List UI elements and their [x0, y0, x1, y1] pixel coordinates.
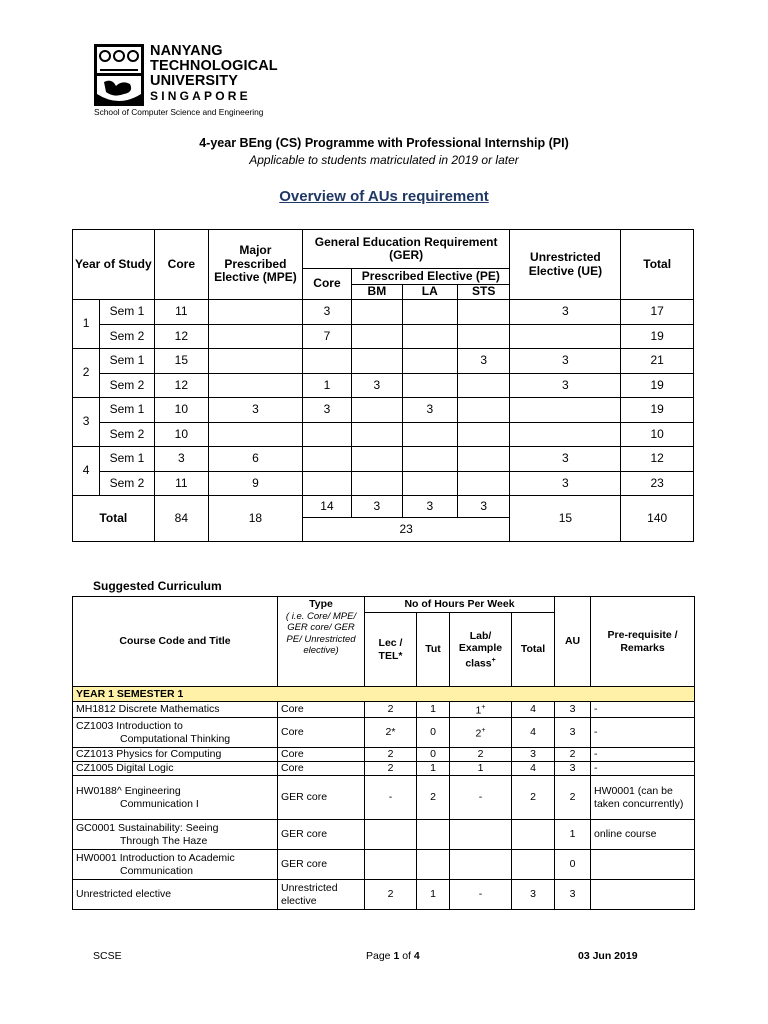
total-hours-cell: 4: [512, 718, 555, 748]
course-title-line1: MH1812 Discrete Mathematics: [76, 703, 220, 716]
course-type-cell: Core: [278, 702, 365, 718]
ger-core-cell: 3: [302, 300, 351, 325]
au-row: [73, 471, 694, 496]
lec-cell: 2*: [365, 718, 417, 748]
ue-cell: 3: [510, 300, 621, 325]
ue-cell: 3: [510, 447, 621, 472]
lab-value: 2: [477, 748, 484, 761]
tut-cell: 2: [417, 776, 450, 820]
university-line-4: SINGAPORE: [150, 89, 251, 103]
mpe-cell: [209, 324, 303, 349]
au-cell: 0: [555, 850, 591, 880]
total-ger-core: 14: [302, 496, 351, 518]
course-type-cell: GER core: [278, 850, 365, 880]
lab-cell: [450, 880, 512, 910]
year-cell: 1: [73, 300, 100, 349]
course-row: [73, 718, 695, 748]
course-row: [73, 702, 695, 718]
tut-cell: 0: [417, 748, 450, 762]
programme-subtitle: Applicable to students matriculated in 2019 or later: [249, 153, 519, 167]
header-lab: [450, 613, 512, 687]
remarks-cell: [591, 850, 695, 880]
tut-cell: [417, 820, 450, 850]
ue-cell: [510, 398, 621, 423]
total-mpe: 18: [209, 496, 303, 542]
year-cell: 3: [73, 398, 100, 447]
tut-cell: 1: [417, 880, 450, 910]
sem-cell: Sem 1: [100, 398, 154, 423]
total-ger-sum: 23: [302, 518, 510, 542]
total-la: 3: [402, 496, 457, 518]
la-cell: [402, 373, 457, 398]
ue-cell: 3: [510, 373, 621, 398]
course-title-cell: [73, 702, 278, 718]
ue-cell: 3: [510, 471, 621, 496]
total-ue: 15: [510, 496, 621, 542]
lec-cell: 2: [365, 702, 417, 718]
university-line-3: UNIVERSITY: [150, 73, 239, 89]
core-cell: 15: [154, 349, 208, 374]
total-cell: 19: [621, 398, 694, 423]
total-cell: 19: [621, 373, 694, 398]
course-title-cell: [73, 820, 278, 850]
remarks-cell: [591, 880, 695, 910]
ger-core-cell: [302, 422, 351, 447]
header-lab-text: Lab/ Example class: [458, 629, 503, 669]
lec-cell: 2: [365, 762, 417, 776]
suggested-curriculum-title: Suggested Curriculum: [93, 579, 222, 593]
au-row: [73, 447, 694, 472]
total-sts: 3: [458, 496, 510, 518]
sem-cell: Sem 2: [100, 422, 154, 447]
ue-cell: [510, 324, 621, 349]
lec-cell: -: [365, 776, 417, 820]
sem-cell: Sem 1: [100, 300, 154, 325]
lec-cell: [365, 820, 417, 850]
footer-page-word: Page: [366, 950, 391, 962]
ue-cell: 3: [510, 349, 621, 374]
au-row: [73, 324, 694, 349]
lab-value: -: [478, 888, 483, 901]
la-cell: [402, 349, 457, 374]
au-row: [73, 422, 694, 447]
sem-cell: Sem 2: [100, 373, 154, 398]
header-prereq: Pre-requisite / Remarks: [591, 597, 695, 687]
course-type-cell: Core: [278, 718, 365, 748]
mpe-cell: 6: [209, 447, 303, 472]
ger-core-cell: 1: [302, 373, 351, 398]
header-la: LA: [402, 285, 457, 300]
header-type-note: ( i.e. Core/ MPE/ GER core/ GER PE/ Unrestricted elective): [285, 610, 357, 656]
lab-value: 1: [475, 704, 482, 717]
course-title-cell: [73, 748, 278, 762]
header-type: Type: [309, 598, 333, 610]
course-type-cell: Core: [278, 762, 365, 776]
footer-page-of: of: [402, 950, 411, 962]
sts-cell: [458, 447, 510, 472]
total-label: Total: [73, 496, 155, 542]
course-row: [73, 820, 695, 850]
lab-sup: +: [481, 704, 486, 711]
la-cell: [402, 447, 457, 472]
total-cell: 23: [621, 471, 694, 496]
sem-cell: Sem 1: [100, 447, 154, 472]
au-row: [73, 373, 694, 398]
la-cell: 3: [402, 398, 457, 423]
mpe-cell: [209, 349, 303, 374]
tut-cell: [417, 850, 450, 880]
course-title-line1: HW0001 Introduction to Academic: [76, 852, 235, 864]
bm-cell: [352, 349, 402, 374]
programme-title: 4-year BEng (CS) Programme with Professional Internship (PI): [199, 136, 569, 150]
core-cell: 11: [154, 300, 208, 325]
au-row: [73, 349, 694, 374]
curriculum-table: [72, 596, 695, 910]
au-cell: 3: [555, 718, 591, 748]
ger-core-cell: [302, 471, 351, 496]
lab-cell: [450, 776, 512, 820]
remarks-cell: HW0001 (can be taken concurrently): [591, 776, 695, 820]
tut-cell: 1: [417, 702, 450, 718]
header-hours: No of Hours Per Week: [365, 597, 555, 613]
semester-label: YEAR 1 SEMESTER 1: [73, 687, 695, 702]
remarks-cell: -: [591, 748, 695, 762]
course-title-line1: CZ1013 Physics for Computing: [76, 748, 222, 761]
remarks-cell: -: [591, 702, 695, 718]
course-title-line1: GC0001 Sustainability: Seeing: [76, 822, 219, 834]
mpe-cell: [209, 300, 303, 325]
core-cell: 11: [154, 471, 208, 496]
remarks-cell: -: [591, 718, 695, 748]
school-name: School of Computer Science and Engineering: [94, 107, 264, 117]
remarks-cell: -: [591, 762, 695, 776]
au-requirement-table: [72, 229, 694, 542]
header-total-hours: Total: [512, 613, 555, 687]
total-hours-cell: 4: [512, 762, 555, 776]
lab-value: 1: [477, 762, 484, 775]
course-title-line1: CZ1005 Digital Logic: [76, 762, 174, 775]
course-row: [73, 880, 695, 910]
lab-cell: [450, 718, 512, 748]
au-cell: 2: [555, 776, 591, 820]
footer-page-current: 1: [393, 950, 400, 962]
tut-cell: 1: [417, 762, 450, 776]
lec-cell: 2: [365, 748, 417, 762]
footer-date: 03 Jun 2019: [578, 950, 638, 962]
course-title-cell: [73, 880, 278, 910]
header-ger-core: Core: [302, 269, 351, 300]
course-title-line2: Through The Haze: [120, 834, 208, 847]
university-logo: [94, 44, 284, 120]
total-cell: 10: [621, 422, 694, 447]
header-type-cell: [278, 597, 365, 687]
total-hours-cell: 3: [512, 880, 555, 910]
au-row: [73, 398, 694, 423]
lab-cell: [450, 850, 512, 880]
total-core: 84: [154, 496, 208, 542]
remarks-cell: online course: [591, 820, 695, 850]
sem-cell: Sem 2: [100, 471, 154, 496]
total-hours-cell: [512, 820, 555, 850]
course-row: [73, 850, 695, 880]
bm-cell: [352, 471, 402, 496]
lab-cell: [450, 748, 512, 762]
au-row: [73, 300, 694, 325]
course-title-line2: Computational Thinking: [120, 732, 231, 745]
crest-icon: [94, 44, 144, 106]
university-line-2: TECHNOLOGICAL: [150, 58, 278, 74]
year-cell: 2: [73, 349, 100, 398]
mpe-cell: [209, 422, 303, 447]
course-row: [73, 762, 695, 776]
header-year-of-study: Year of Study: [73, 230, 155, 300]
la-cell: [402, 422, 457, 447]
au-cell: 3: [555, 880, 591, 910]
course-title-line1: Unrestricted elective: [76, 888, 172, 901]
ger-core-cell: 3: [302, 398, 351, 423]
la-cell: [402, 471, 457, 496]
lab-sup: +: [481, 727, 486, 734]
bm-cell: [352, 398, 402, 423]
sts-cell: [458, 373, 510, 398]
mpe-cell: [209, 373, 303, 398]
bm-cell: 3: [352, 373, 402, 398]
header-lec: Lec / TEL*: [365, 613, 417, 687]
course-type-cell: Unrestricted elective: [278, 880, 365, 910]
la-cell: [402, 300, 457, 325]
course-type-cell: GER core: [278, 820, 365, 850]
ger-core-cell: [302, 447, 351, 472]
sts-cell: [458, 471, 510, 496]
course-title-cell: [73, 762, 278, 776]
footer-page: [366, 950, 420, 962]
lab-cell: [450, 762, 512, 776]
total-hours-cell: 2: [512, 776, 555, 820]
course-title-line2: Communication I: [120, 797, 199, 810]
course-title-line1: CZ1003 Introduction to: [76, 720, 183, 732]
core-cell: 12: [154, 324, 208, 349]
header-core: Core: [154, 230, 208, 300]
bm-cell: [352, 422, 402, 447]
course-row: [73, 776, 695, 820]
course-type-cell: Core: [278, 748, 365, 762]
lec-cell: 2: [365, 880, 417, 910]
lab-cell: [450, 820, 512, 850]
course-title-cell: [73, 718, 278, 748]
au-cell: 1: [555, 820, 591, 850]
ger-core-cell: 7: [302, 324, 351, 349]
au-cell: 2: [555, 748, 591, 762]
core-cell: 10: [154, 422, 208, 447]
ue-cell: [510, 422, 621, 447]
bm-cell: [352, 324, 402, 349]
sts-cell: [458, 324, 510, 349]
tut-cell: 0: [417, 718, 450, 748]
au-cell: 3: [555, 702, 591, 718]
header-mpe: Major Prescribed Elective (MPE): [209, 230, 303, 300]
total-cell: 19: [621, 324, 694, 349]
header-ger: General Education Requirement (GER): [302, 230, 510, 269]
header-bm: BM: [352, 285, 402, 300]
lab-cell: [450, 702, 512, 718]
ger-core-cell: [302, 349, 351, 374]
course-title-cell: [73, 776, 278, 820]
header-ue: Unrestricted Elective (UE): [510, 230, 621, 300]
course-row: [73, 748, 695, 762]
lab-value: 2: [475, 727, 482, 740]
core-cell: 3: [154, 447, 208, 472]
mpe-cell: 3: [209, 398, 303, 423]
sem-cell: Sem 2: [100, 324, 154, 349]
header-course: Course Code and Title: [73, 597, 278, 687]
total-cell: 21: [621, 349, 694, 374]
sem-cell: Sem 1: [100, 349, 154, 374]
total-hours-cell: 3: [512, 748, 555, 762]
la-cell: [402, 324, 457, 349]
au-cell: 3: [555, 762, 591, 776]
sts-cell: [458, 300, 510, 325]
bm-cell: [352, 300, 402, 325]
sts-cell: [458, 422, 510, 447]
course-title-line1: HW0188^ Engineering: [76, 785, 181, 797]
overview-title: Overview of AUs requirement: [279, 188, 489, 205]
lec-cell: [365, 850, 417, 880]
total-hours-cell: [512, 850, 555, 880]
sts-cell: [458, 398, 510, 423]
sts-cell: 3: [458, 349, 510, 374]
lab-value: -: [478, 791, 483, 804]
total-cell: 17: [621, 300, 694, 325]
core-cell: 10: [154, 398, 208, 423]
total-cell: 12: [621, 447, 694, 472]
total-total: 140: [621, 496, 694, 542]
total-hours-cell: 4: [512, 702, 555, 718]
course-type-cell: GER core: [278, 776, 365, 820]
year-cell: 4: [73, 447, 100, 496]
header-tut: Tut: [417, 613, 450, 687]
university-name: [150, 44, 278, 104]
bm-cell: [352, 447, 402, 472]
total-bm: 3: [352, 496, 402, 518]
header-au: AU: [555, 597, 591, 687]
university-line-1: NANYANG: [150, 43, 223, 59]
core-cell: 12: [154, 373, 208, 398]
course-title-cell: [73, 850, 278, 880]
header-sts: STS: [458, 285, 510, 300]
footer-page-total: 4: [413, 950, 420, 962]
header-pe: Prescribed Elective (PE): [352, 269, 510, 285]
course-title-line2: Communication: [120, 864, 193, 877]
footer-left: SCSE: [93, 950, 122, 962]
header-total: Total: [621, 230, 694, 300]
mpe-cell: 9: [209, 471, 303, 496]
header-lab-sup: +: [491, 656, 496, 664]
